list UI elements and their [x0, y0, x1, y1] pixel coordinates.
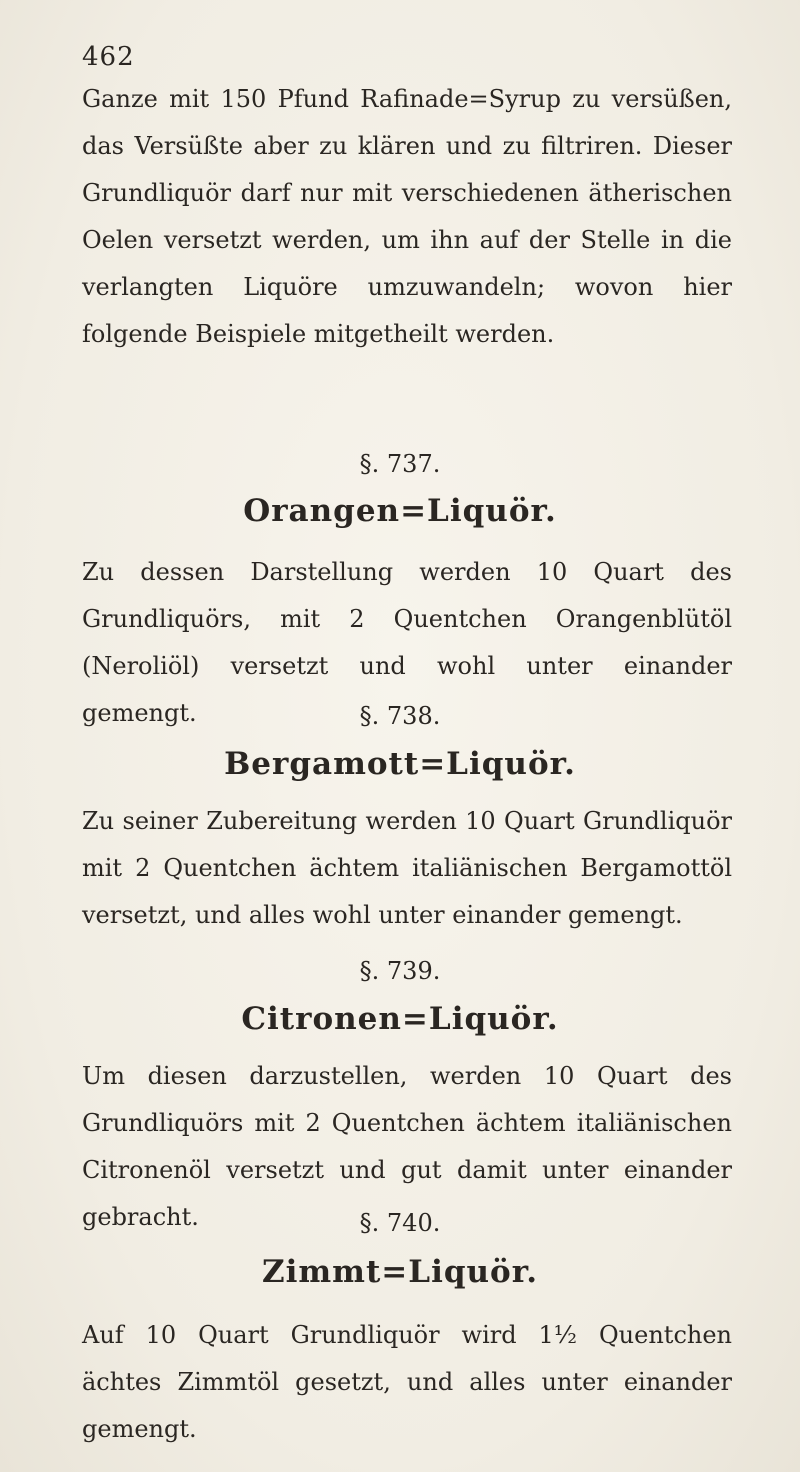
section-number-740: §. 740.: [359, 1209, 441, 1237]
section-text-738: Zu seiner Zubereitung werden 10 Quart Grundliquör mit 2 Quentchen ächtem italiänischen Bergamottöl versetzt, und alles wohl unter einander gemengt.: [82, 807, 732, 929]
section-heading-orangen: Orangen=Liquör.: [243, 493, 557, 529]
section-number-738: §. 738.: [359, 702, 441, 730]
section-number-739: §. 739.: [359, 957, 441, 985]
section-text-737: Zu dessen Darstellung werden 10 Quart des Grundliquörs, mit 2 Quentchen Orangenblütöl (Neroliöl) versetzt und wohl unter einander gemengt.: [82, 558, 732, 727]
section-text-739: Um diesen darzustellen, werden 10 Quart des Grundliquörs mit 2 Quentchen ächtem italiänischen Citronenöl versetzt und gut damit unter einander gebracht.: [82, 1062, 732, 1231]
section-heading-zimmt: Zimmt=Liquör.: [261, 1254, 539, 1290]
section-number-737: §. 737.: [359, 450, 441, 478]
section-heading-bergamott: Bergamott=Liquör.: [224, 746, 576, 782]
intro-paragraph: Ganze mit 150 Pfund Rafinade=Syrup zu versüßen, das Versüßte aber zu klären und zu filtriren. Dieser Grundliquör darf nur mit verschiedenen ätherischen Oelen versetzt werden, um ihn auf der Stelle in die verlangten Liquöre umzuwandeln; wovon hier folgende Beispiele mitgetheilt werden.: [82, 85, 732, 348]
section-text-740: Auf 10 Quart Grundliquör wird 1½ Quentchen ächtes Zimmtöl gesetzt, und alles unter einander gemengt.: [82, 1321, 732, 1443]
section-heading-citronen: Citronen=Liquör.: [241, 1001, 559, 1037]
page-number: 462: [82, 42, 135, 72]
